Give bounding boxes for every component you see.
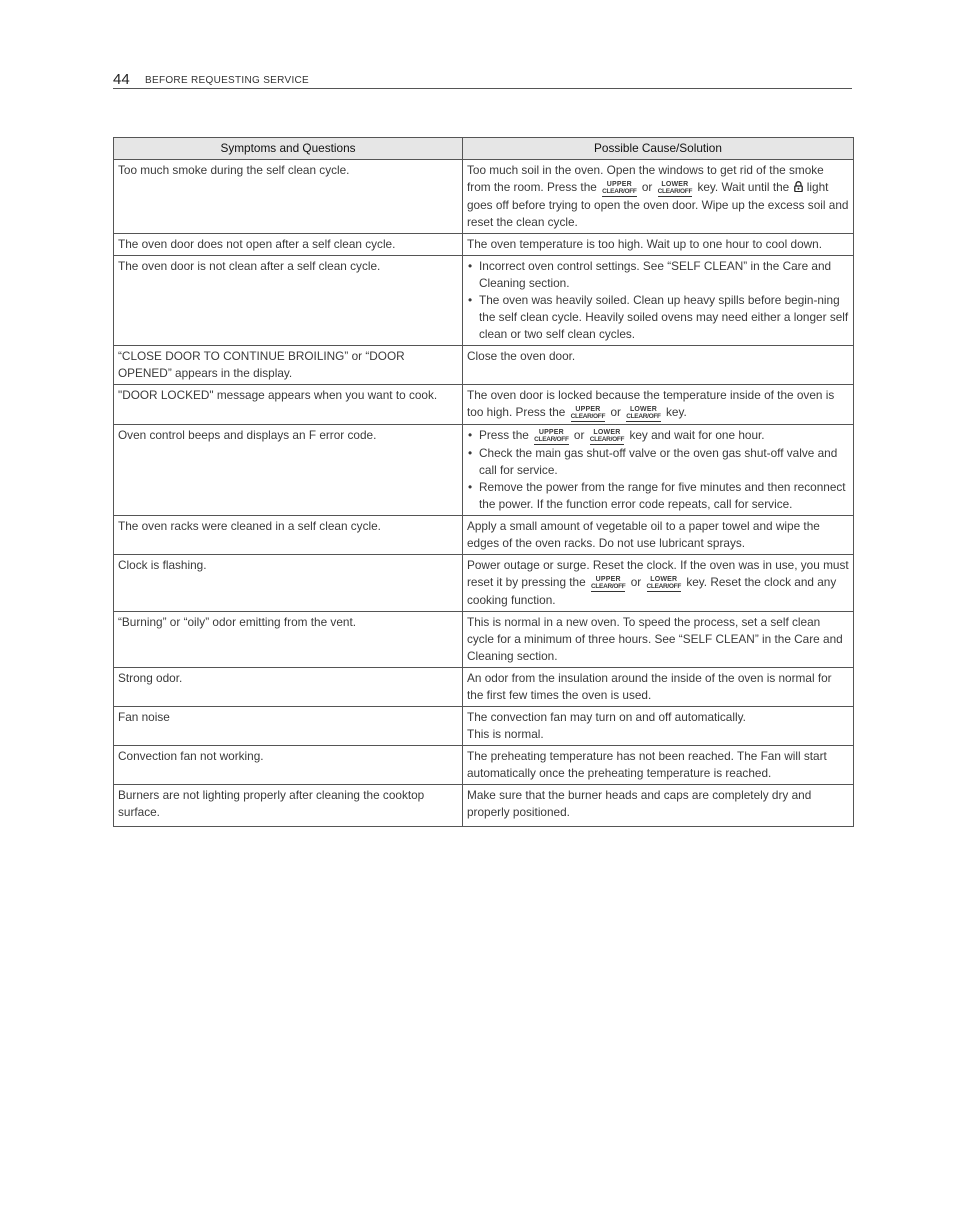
upper-clear-off-key-icon: UPPER CLEAR/OFF (602, 181, 637, 195)
list-item: • Remove the power from the range for five minutes and then reconnect the power. If the function error code repeats, call for service. (479, 479, 849, 513)
list-item: • Incorrect oven control settings. See “SELF CLEAN” in the Care and Cleaning section. (479, 258, 849, 292)
cause-cell: Close the oven door. (463, 346, 854, 385)
lock-icon (794, 181, 803, 192)
lower-clear-off-key-icon: LOWER CLEAR/OFF (646, 576, 682, 590)
table-row (114, 160, 854, 234)
cause-cell: This is normal in a new oven. To speed the process, set a self clean cycle for a minimum of three hours. See “SELF CLEAN” in the Care and Cleaning section. (463, 612, 854, 668)
lower-clear-off-key-icon: LOWER CLEAR/OFF (589, 429, 625, 443)
table-row (114, 516, 854, 555)
symptom-cell: "DOOR LOCKED" message appears when you want to cook. (114, 385, 463, 425)
table-row (114, 256, 854, 346)
table-row (114, 612, 854, 668)
table-row (114, 234, 854, 256)
page-number: 44 (113, 71, 130, 88)
cause-cell: Make sure that the burner heads and caps are completely dry and properly positioned. (463, 785, 854, 827)
table-row (114, 385, 854, 425)
cause-cell: The oven door is locked because the temperature inside of the oven is too high. Press the UPPER CLEAR/OFF or LOWER CLEAR/OFF key. (463, 385, 854, 425)
cause-bullet-list (467, 427, 849, 513)
cause-cell (463, 256, 854, 346)
lower-clear-off-key-icon: LOWER CLEAR/OFF (626, 406, 661, 420)
table-row (114, 346, 854, 385)
symptom-cell: Burners are not lighting properly after cleaning the cooktop surface. (114, 785, 463, 827)
cause-cell: The convection fan may turn on and off automatically. This is normal. (463, 707, 854, 746)
upper-clear-off-key-icon: UPPER CLEAR/OFF (534, 429, 569, 443)
troubleshooting-table (113, 137, 854, 827)
symptom-cell: The oven racks were cleaned in a self clean cycle. (114, 516, 463, 555)
table-row (114, 555, 854, 612)
list-item: • Press the UPPER CLEAR/OFF or LOWER CLEAR/OFF key and wait for one hour. (479, 427, 849, 445)
symptom-cell: Clock is flashing. (114, 555, 463, 612)
cause-cell: Too much soil in the oven. Open the windows to get rid of the smoke from the room. Press the UPPER CLEAR/OFF or LOWER CLEAR/OFF key. Wait until the light goes off before trying to open the oven door. Wipe up the excess soil and reset the clean cycle. (463, 160, 854, 234)
section-title: BEFORE REQUESTING SERVICE (145, 75, 310, 86)
list-item: • The oven was heavily soiled. Clean up heavy spills before begin-ning the self clean cycle. Heavily soiled ovens may need either a longer self clean or two self clean cycles. (479, 292, 849, 343)
upper-clear-off-key-icon: UPPER CLEAR/OFF (570, 406, 606, 420)
symptom-cell: Oven control beeps and displays an F error code. (114, 425, 463, 516)
table-header-row (114, 138, 854, 160)
lower-clear-off-key-icon: LOWER CLEAR/OFF (657, 181, 693, 195)
table-row (114, 746, 854, 785)
cause-bullet-list (467, 258, 849, 343)
symptom-cell: “CLOSE DOOR TO CONTINUE BROILING” or “DOOR OPENED” appears in the display. (114, 346, 463, 385)
cause-cell: Power outage or surge. Reset the clock. If the oven was in use, you must reset it by pressing the UPPER CLEAR/OFF or LOWER CLEAR/OFF key. Reset the clock and any cooking function. (463, 555, 854, 612)
page-header (113, 70, 852, 89)
upper-clear-off-key-icon: UPPER CLEAR/OFF (590, 576, 626, 590)
table-row (114, 785, 854, 827)
cause-cell: The oven temperature is too high. Wait up to one hour to cool down. (463, 234, 854, 256)
table-row (114, 425, 854, 516)
cause-cell: The preheating temperature has not been reached. The Fan will start automatically once the preheating temperature is reached. (463, 746, 854, 785)
symptom-cell: The oven door does not open after a self clean cycle. (114, 234, 463, 256)
table-row (114, 707, 854, 746)
symptom-cell: Convection fan not working. (114, 746, 463, 785)
cause-cell (463, 425, 854, 516)
symptom-cell: The oven door is not clean after a self clean cycle. (114, 256, 463, 346)
symptom-cell: “Burning” or “oily” odor emitting from the vent. (114, 612, 463, 668)
symptom-cell: Too much smoke during the self clean cycle. (114, 160, 463, 234)
symptom-cell: Strong odor. (114, 668, 463, 707)
cause-cell: An odor from the insulation around the inside of the oven is normal for the first few times the oven is used. (463, 668, 854, 707)
list-item: • Check the main gas shut-off valve or the oven gas shut-off valve and call for service. (479, 445, 849, 479)
symptom-cell: Fan noise (114, 707, 463, 746)
table-row (114, 668, 854, 707)
column-header-cause: Possible Cause/Solution (463, 138, 854, 160)
cause-cell: Apply a small amount of vegetable oil to a paper towel and wipe the edges of the oven racks. Do not use lubricant sprays. (463, 516, 854, 555)
column-header-symptoms: Symptoms and Questions (114, 138, 463, 160)
